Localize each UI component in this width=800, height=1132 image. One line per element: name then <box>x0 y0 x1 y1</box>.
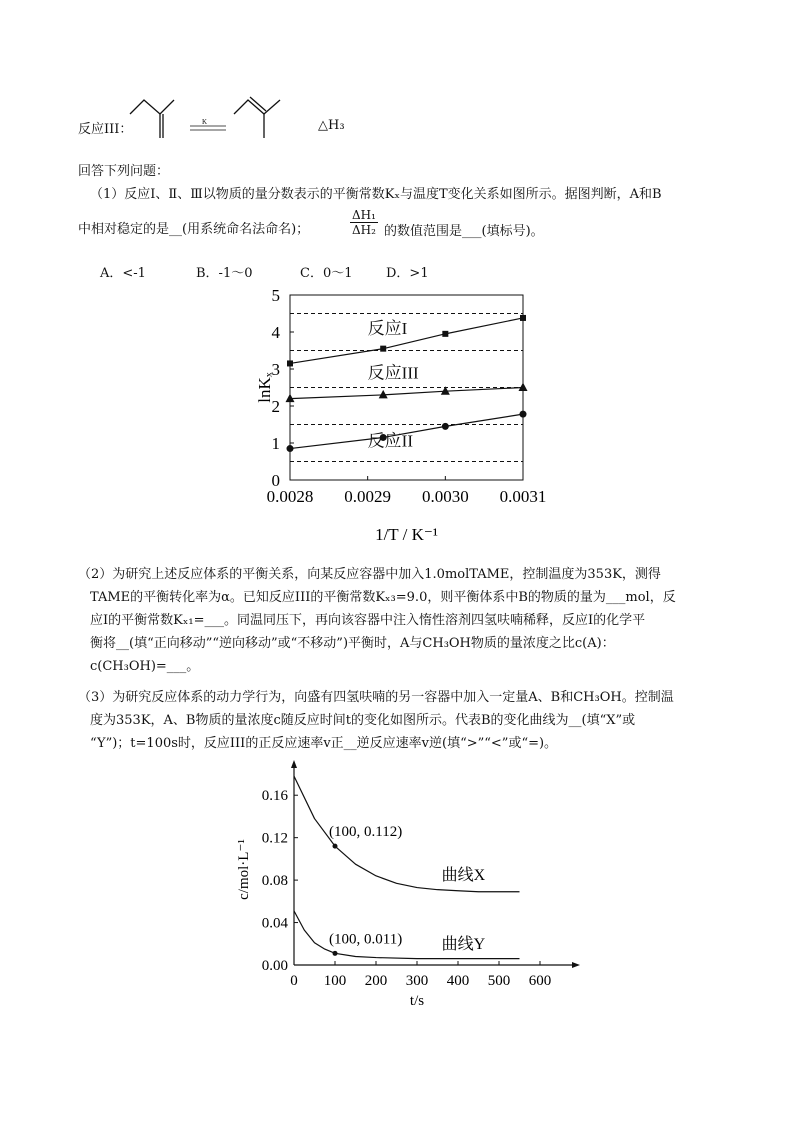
y-axis-arrow <box>291 760 297 768</box>
square-marker <box>380 346 386 352</box>
y-tick-label: 3 <box>271 360 280 379</box>
x-tick-label: 0.0028 <box>266 487 314 506</box>
x-tick-label: 0 <box>290 973 298 989</box>
circle-marker <box>287 445 294 452</box>
y-tick-label: 5 <box>271 286 280 305</box>
y-tick-label: 0.00 <box>261 958 288 974</box>
series-label: 反应I <box>367 318 408 338</box>
arrow-k-label: K <box>202 118 208 126</box>
x-tick-label: 500 <box>487 973 511 989</box>
q1-line1: （1）反应Ⅰ、Ⅱ、Ⅲ以物质的量分数表示的平衡常数Kₓ与温度T变化关系如图所示。据图判断，A和B <box>90 187 662 202</box>
square-marker <box>520 315 526 321</box>
y-tick-label: 0.04 <box>261 915 288 932</box>
option-c: C．0～1 <box>300 266 353 281</box>
x-tick-label: 400 <box>446 973 470 989</box>
series-curve <box>294 911 520 959</box>
y-tick-label: 2 <box>271 397 280 416</box>
square-marker <box>287 360 293 366</box>
circle-marker <box>520 411 527 418</box>
x-tick-label: 0.0029 <box>344 487 392 506</box>
x-axis-arrow <box>572 962 580 968</box>
circle-marker <box>442 423 449 430</box>
y-tick-label: 1 <box>271 434 280 453</box>
y-tick-label: 0.16 <box>261 788 288 805</box>
annotation-point <box>333 844 338 849</box>
series-line <box>290 388 523 399</box>
triangle-marker <box>286 394 295 403</box>
series-label: 曲线Y <box>441 936 486 954</box>
triangle-marker <box>519 383 528 392</box>
molecule-a <box>130 100 174 138</box>
option-d: D．>1 <box>386 266 429 281</box>
series-curve <box>294 776 520 892</box>
y-tick-label: 0.12 <box>261 830 288 847</box>
x-tick-label: 200 <box>364 973 388 989</box>
series-label: 反应II <box>367 431 413 451</box>
q2-line1: （2）为研究上述反应体系的平衡关系，向某反应容器中加入1.0molTAME，控制温度为353K，测得 <box>78 567 661 582</box>
y-tick-label: 4 <box>271 323 280 342</box>
q3-line2: 度为353K，A、B物质的量浓度c随反应时间t的变化如图所示。代表B的变化曲线为__(填“X”或 <box>90 713 636 728</box>
dh-fraction <box>350 208 378 237</box>
square-marker <box>442 331 448 337</box>
q2-line5: c(CH₃OH)=___。 <box>90 659 200 674</box>
series-label: 反应III <box>367 363 419 383</box>
annotation-label: (100, 0.112) <box>329 824 403 841</box>
x-tick-label: 0.0030 <box>421 487 469 506</box>
annotation-point <box>333 951 338 956</box>
option-a: A．<-1 <box>100 266 146 281</box>
intro-text: 回答下列问题： <box>78 164 170 179</box>
q2-line3: 应Ⅰ的平衡常数Kₓ₁=___。同温同压下，再向该容器中注入惰性溶剂四氢呋喃稀释，反应Ⅰ的化学平 <box>90 613 646 628</box>
option-b: B．-1～0 <box>196 266 253 281</box>
annotation-label: (100, 0.011) <box>329 931 403 948</box>
q2-line2: TAME的平衡转化率为α。已知反应III的平衡常数Kₓ₃=9.0，则平衡体系中B的物质的量为___mol，反 <box>90 590 676 605</box>
x-tick-label: 0.0031 <box>499 487 547 506</box>
y-axis-label: c/mol·L⁻¹ <box>236 839 252 900</box>
lnkx-chart <box>240 285 560 555</box>
x-axis-label: 1/T / K⁻¹ <box>375 525 438 544</box>
delta-h3: △H₃ <box>318 118 345 133</box>
x-tick-label: 600 <box>528 973 552 989</box>
frac-denominator: ΔH₂ <box>352 223 376 237</box>
concentration-time-chart <box>222 760 582 1010</box>
frac-numerator: ΔH₁ <box>352 208 376 222</box>
molecule-b <box>234 97 280 138</box>
q3-line3: “Y”)；t=100s时，反应III的正反应速率v正__逆反应速率v逆(填“>”“<”或“=)。 <box>90 736 558 751</box>
y-tick-label: 0 <box>271 471 280 490</box>
q3-line1: （3）为研究反应体系的动力学行为，向盛有四氢呋喃的另一容器中加入一定量A、B和CH₃OH。控制温 <box>78 690 674 705</box>
x-tick-label: 300 <box>405 973 429 989</box>
q1-line2b: 的数值范围是___(填标号)。 <box>384 224 544 239</box>
q1-line2a: 中相对稳定的是__(用系统命名法命名)； <box>78 222 310 237</box>
equilibrium-arrow <box>190 126 226 130</box>
y-axis-label: lnKₓ <box>255 372 274 403</box>
reaction-label: 反应III： <box>78 122 133 137</box>
x-axis-label: t/s <box>409 993 425 1009</box>
series-label: 曲线X <box>441 867 486 885</box>
x-tick-label: 100 <box>323 973 347 989</box>
reaction3-equation <box>128 86 348 146</box>
q2-line4: 衡将__(填“正向移动”“逆向移动”或“不移动”)平衡时，A与CH₃OH物质的量浓度之比c(A)： <box>90 636 615 651</box>
y-tick-label: 0.08 <box>261 873 288 890</box>
